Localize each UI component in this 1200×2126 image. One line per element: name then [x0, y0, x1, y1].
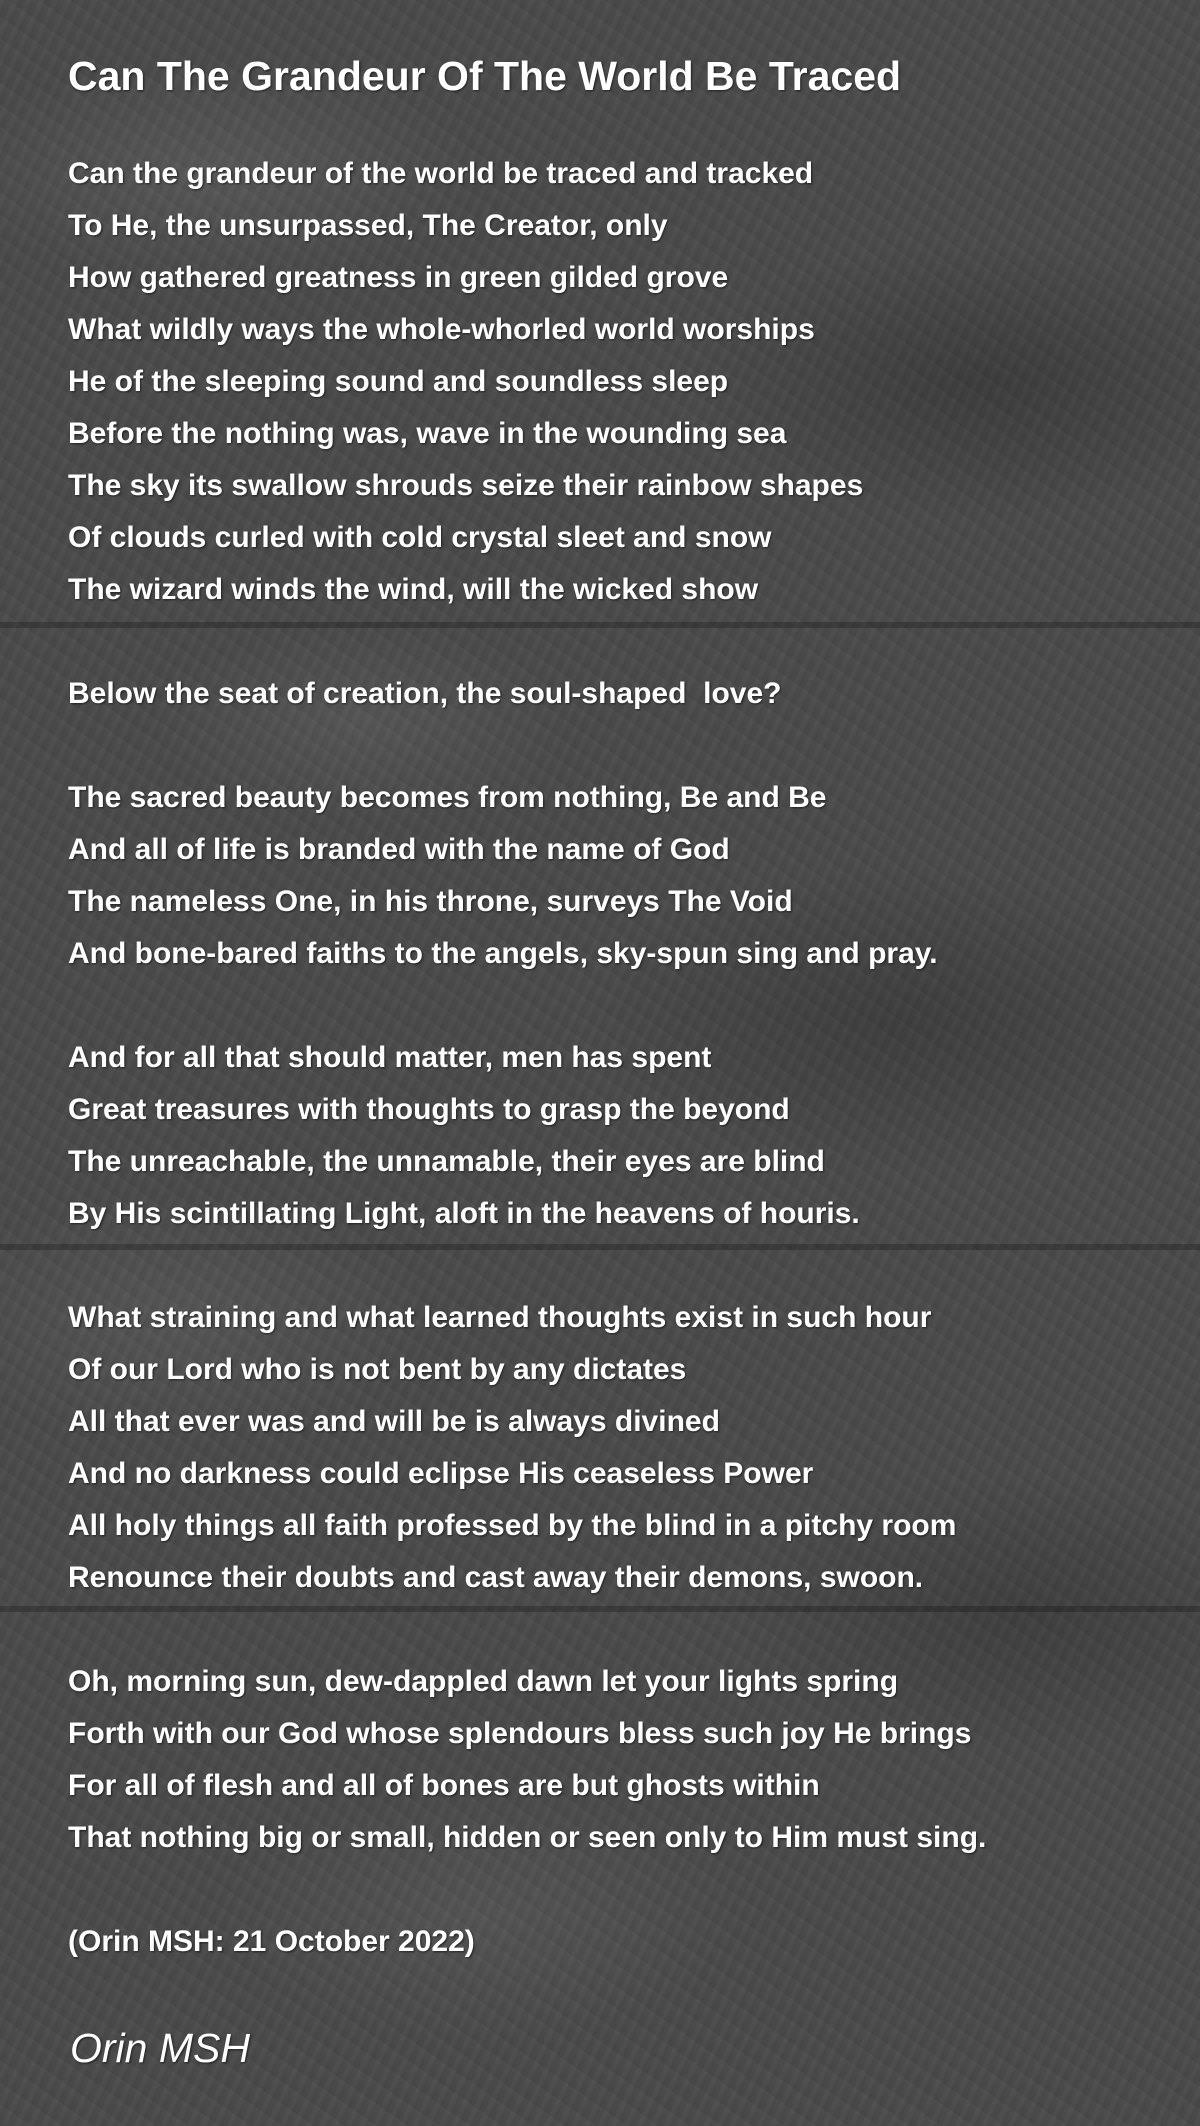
poem-line: All that ever was and will be is always divined [68, 1405, 720, 1438]
poem-line: Before the nothing was, wave in the wounding sea [68, 417, 787, 450]
poem-date-note: (Orin MSH: 21 October 2022) [68, 1925, 475, 1958]
poem-line: Great treasures with thoughts to grasp the beyond [68, 1093, 790, 1126]
poem-line: And no darkness could eclipse His ceaseless Power [68, 1457, 814, 1490]
poem-line: For all of flesh and all of bones are but ghosts within [68, 1769, 820, 1802]
poem-line: Can the grandeur of the world be traced and tracked [68, 157, 814, 190]
poem-line: What straining and what learned thoughts exist in such hour [68, 1301, 932, 1334]
poem-line: And bone-bared faiths to the angels, sky-spun sing and pray. [68, 937, 938, 970]
poem-line: Forth with our God whose splendours bless such joy He brings [68, 1717, 972, 1750]
stanza [68, 1656, 1178, 1864]
poem-line: The nameless One, in his throne, surveys The Void [68, 885, 793, 918]
poem-line: The sacred beauty becomes from nothing, Be and Be [68, 781, 827, 814]
author-signature: Orin MSH [70, 2025, 250, 2071]
poem-line: Oh, morning sun, dew-dappled dawn let your lights spring [68, 1665, 899, 1698]
poem-line: The unreachable, the unnamable, their eyes are blind [68, 1145, 825, 1178]
stanza [68, 772, 1178, 980]
poem-line: To He, the unsurpassed, The Creator, only [68, 209, 668, 242]
poem-dateline [68, 1916, 1178, 1968]
stanza [68, 1032, 1178, 1240]
poem-title: Can The Grandeur Of The World Be Traced [68, 53, 902, 99]
stanza [68, 668, 1178, 720]
poem-line: All holy things all faith professed by the blind in a pitchy room [68, 1509, 957, 1542]
poem-line: Of clouds curled with cold crystal sleet and snow [68, 521, 772, 554]
poem-line: By His scintillating Light, aloft in the heavens of houris. [68, 1197, 860, 1230]
poem-line: The sky its swallow shrouds seize their rainbow shapes [68, 469, 864, 502]
poem-line: What wildly ways the whole-whorled world worships [68, 313, 815, 346]
poem-line: Below the seat of creation, the soul-shaped love? [68, 677, 782, 710]
poem-line: And for all that should matter, men has spent [68, 1041, 712, 1074]
poem-line: How gathered greatness in green gilded grove [68, 261, 729, 294]
poem-line: That nothing big or small, hidden or seen only to Him must sing. [68, 1821, 987, 1854]
poem-line: And all of life is branded with the name of God [68, 833, 730, 866]
poem-line: He of the sleeping sound and soundless sleep [68, 365, 729, 398]
stanza [68, 1292, 1178, 1604]
stanza [68, 148, 1178, 616]
poem-line: Of our Lord who is not bent by any dictates [68, 1353, 687, 1386]
poem-line: Renounce their doubts and cast away their demons, swoon. [68, 1561, 924, 1594]
poem-body [68, 148, 1178, 1968]
poem-line: The wizard winds the wind, will the wicked show [68, 573, 759, 606]
